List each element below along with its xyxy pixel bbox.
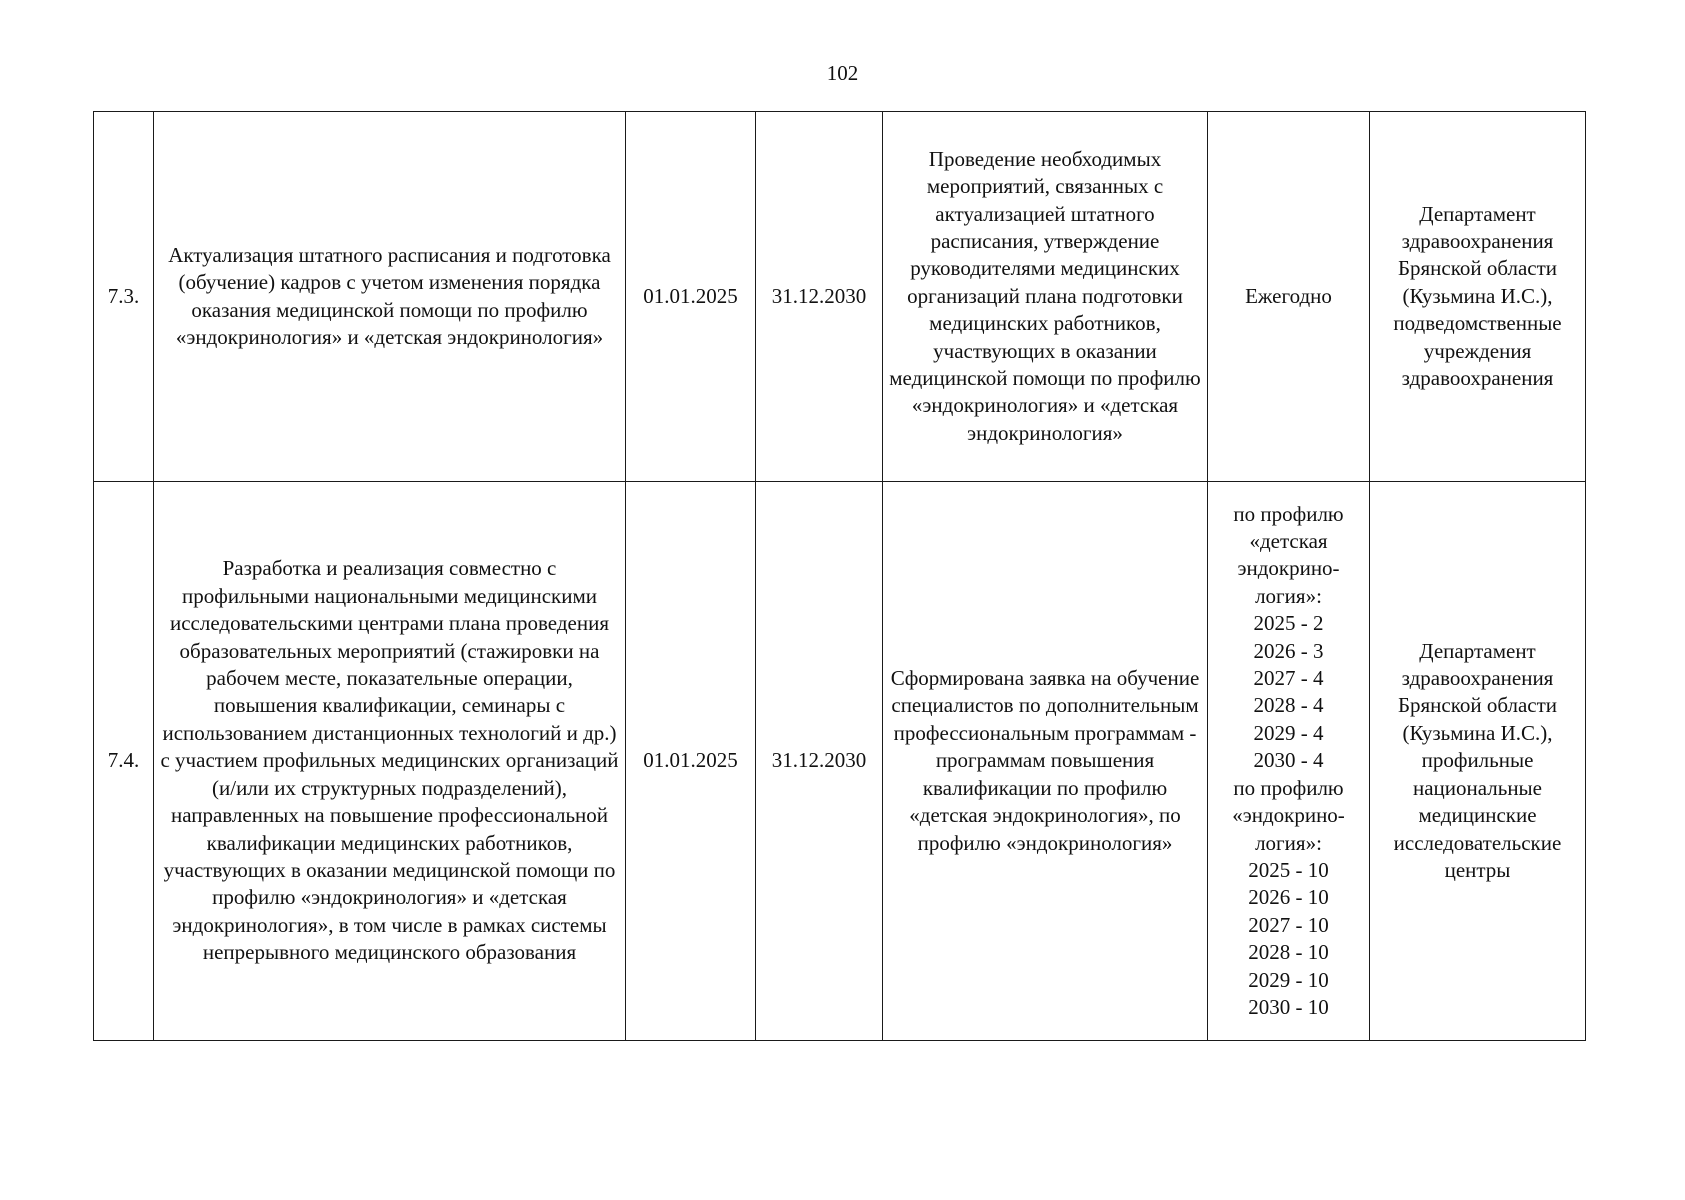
expected-result: Сформирована заявка на обучение специалистов по дополнительным профессиональным программам - программам повышения квалификации по профилю «детская эндокринология», по профилю «эндокринология» xyxy=(883,482,1208,1041)
plan-value-line: 2025 - 2 xyxy=(1253,611,1324,636)
plan-value-line: 2029 - 4 xyxy=(1253,720,1324,745)
responsible-party: Департамент здравоохранения Брянской области (Кузьмина И.С.), подведомственные учреждения здравоохранения xyxy=(1370,112,1586,482)
plan-value-line: эндокрино- xyxy=(1237,556,1340,581)
plan-value-line: 2030 - 10 xyxy=(1248,994,1329,1019)
plan-value-line: логия»: xyxy=(1255,583,1322,608)
responsible-party: Департамент здравоохранения Брянской области (Кузьмина И.С.), профильные национальные медицинские исследовательские центры xyxy=(1370,482,1586,1041)
plan-value-line: логия»: xyxy=(1255,830,1322,855)
plan-value-list xyxy=(1212,501,1365,1022)
expected-result: Проведение необходимых мероприятий, связанных с актуализацией штатного расписания, утверждение руководителями медицинских организаций плана подготовки медицинских работников, участвующих в оказании медицинской помощи по профилю «эндокринология» и «детская эндокринология» xyxy=(883,112,1208,482)
table-row xyxy=(94,112,1586,482)
plan-value-line: 2026 - 3 xyxy=(1253,638,1324,663)
plan-value-line: 2025 - 10 xyxy=(1248,857,1329,882)
item-number: 7.4. xyxy=(94,482,154,1041)
plan-value-line: 2027 - 4 xyxy=(1253,666,1324,691)
measures-table xyxy=(93,111,1586,1041)
plan-value: Ежегодно xyxy=(1208,112,1370,482)
end-date: 31.12.2030 xyxy=(756,112,883,482)
plan-value-line: 2027 - 10 xyxy=(1248,912,1329,937)
plan-value-line: «эндокрино- xyxy=(1232,803,1345,828)
measure-name: Актуализация штатного расписания и подготовка (обучение) кадров с учетом изменения порядка оказания медицинской помощи по профилю «эндокринология» и «детская эндокринология» xyxy=(154,112,626,482)
plan-value-line: 2026 - 10 xyxy=(1248,885,1329,910)
page-number: 102 xyxy=(826,61,859,85)
plan-value-line: 2029 - 10 xyxy=(1248,967,1329,992)
item-number: 7.3. xyxy=(94,112,154,482)
plan-value-line: 2030 - 4 xyxy=(1253,748,1324,773)
plan-value-line: 2028 - 10 xyxy=(1248,940,1329,965)
plan-value-line: по профилю xyxy=(1233,501,1344,526)
plan-value-line: 2028 - 4 xyxy=(1253,693,1324,718)
start-date: 01.01.2025 xyxy=(626,112,756,482)
plan-value-line: по профилю xyxy=(1233,775,1344,800)
end-date: 31.12.2030 xyxy=(756,482,883,1041)
table-row xyxy=(94,482,1586,1041)
measure-name: Разработка и реализация совместно с профильными национальными медицинскими исследовательскими центрами плана проведения образовательных мероприятий (стажировки на рабочем месте, показательные операции, повышения квалификации, семинары с использованием дистанционных технологий и др.) с участием профильных медицинских организаций (и/или их структурных подразделений), направленных на повышение профессиональной квалификации медицинских работников, участвующих в оказании медицинской помощи по профилю «эндокринология» и «детская эндокринология», в том числе в рамках системы непрерывного медицинского образования xyxy=(154,482,626,1041)
plan-value-line: «детская xyxy=(1249,529,1328,554)
start-date: 01.01.2025 xyxy=(626,482,756,1041)
plan-value xyxy=(1208,482,1370,1041)
